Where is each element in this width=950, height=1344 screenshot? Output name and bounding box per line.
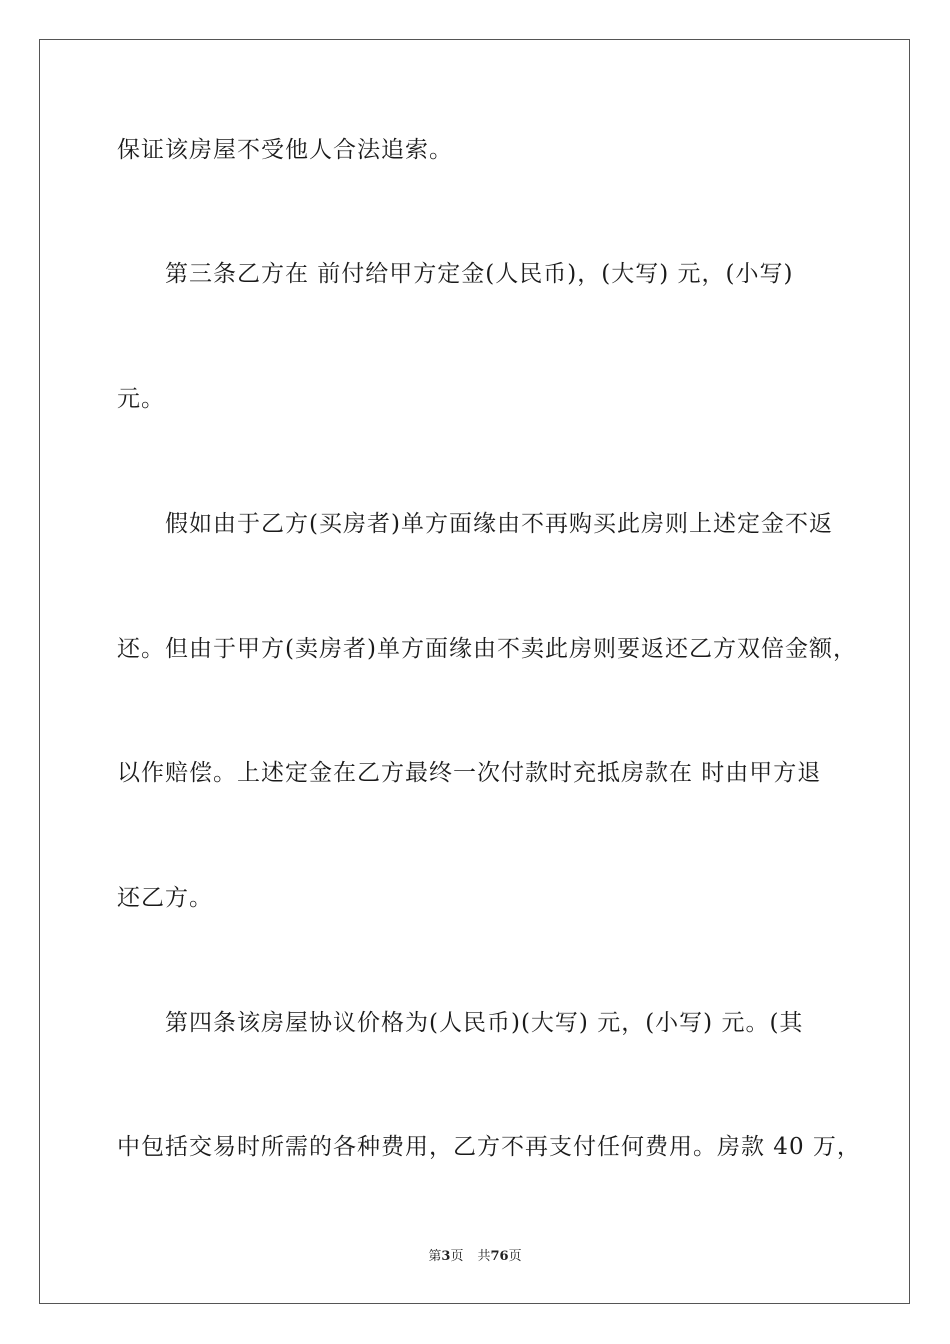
- text-line-4: 假如由于乙方(买房者)单方面缘由不再购买此房则上述定金不返: [165, 511, 833, 537]
- text-line-3: 元。: [117, 386, 165, 412]
- page-footer: [0, 1245, 950, 1264]
- text-line-1: 保证该房屋不受他人合法追索。: [117, 137, 453, 163]
- footer-total-suffix: 页: [508, 1249, 522, 1264]
- text-line-5: 还。但由于甲方(卖房者)单方面缘由不卖此房则要返还乙方双倍金额，: [117, 636, 857, 662]
- text-line-7: 还乙方。: [117, 885, 213, 911]
- page-border: [39, 39, 910, 1304]
- text-line-2: 第三条乙方在 前付给甲方定金(人民币)，(大写) 元，(小写): [165, 261, 794, 287]
- footer-total-prefix: 共: [477, 1249, 491, 1264]
- text-line-8: 第四条该房屋协议价格为(人民币)(大写) 元，(小写) 元。(其: [165, 1010, 804, 1036]
- text-line-9: 中包括交易时所需的各种费用，乙方不再支付任何费用。房款 40 万，: [117, 1134, 861, 1160]
- footer-page-prefix: 第: [428, 1249, 442, 1264]
- text-line-6: 以作赔偿。上述定金在乙方最终一次付款时充抵房款在 时由甲方退: [117, 760, 822, 786]
- footer-page-number: 3: [441, 1249, 451, 1264]
- footer-total-pages: 76: [490, 1249, 509, 1264]
- footer-page-suffix: 页: [450, 1249, 464, 1264]
